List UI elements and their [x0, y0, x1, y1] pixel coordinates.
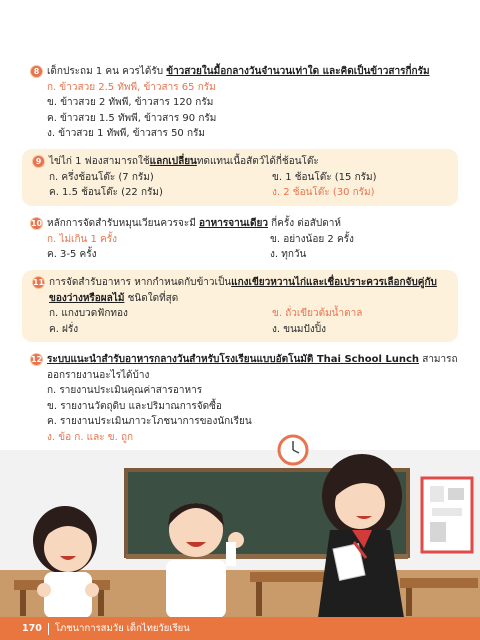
- page-number: 170: [22, 623, 42, 634]
- question-text: ระบบแนะนำสำรับอาหารกลางวันสำหรับโรงเรียนแบบอัตโนมัติ Thai School Lunch สามารถออกรายงานอะไรได้บ้าง: [47, 354, 458, 381]
- question-number-badge: 11: [32, 276, 45, 289]
- option-d: ง. ขนมปังปิ้ง: [272, 323, 326, 335]
- option-b: ข. รายงานวัตถุดิบ และปริมาณการจัดซื้อ: [47, 400, 222, 412]
- options-grid: [32, 306, 450, 337]
- question-emphasis: แลกเปลี่ยน: [149, 156, 197, 167]
- classroom-illustration: [0, 430, 480, 618]
- question-emphasis: อาหารจานเดียว: [199, 218, 268, 229]
- option-c: ค. ข้าวสวย 1.5 ทัพพี, ข้าวสาร 90 กรัม: [47, 112, 217, 124]
- question-number-badge: 9: [32, 155, 45, 168]
- question-number-badge: 10: [30, 217, 43, 230]
- option-b: ข. ถั่วเขียวต้มน้ำตาล: [272, 308, 363, 319]
- options-grid: [32, 170, 450, 201]
- question-number-badge: 12: [30, 353, 43, 366]
- option-a: ก. ไม่เกิน 1 ครั้ง: [47, 233, 118, 245]
- footer-title: โภชนาการสมวัย เด็กไทยวัยเรียน: [54, 623, 190, 634]
- options-grid: [30, 232, 458, 263]
- question-emphasis: ข้าวสวยในมื้อกลางวันจำนวนเท่าใด และคิดเป็นข้าวสารกี่กรัม: [166, 66, 430, 77]
- option-c: ค. รายงานประเมินภาวะโภชนาการของนักเรียน: [47, 416, 252, 427]
- question-text: หลักการจัดสำรับหมุนเวียนควรจะมี อาหารจานเดียว กี่ครั้ง ต่อสัปดาห์: [47, 218, 341, 229]
- option-d: ง. 2 ช้อนโต๊ะ (30 กรัม): [272, 187, 375, 198]
- option-d: ง. ข้าวสวย 1 ทัพพี, ข้าวสาร 50 กรัม: [47, 128, 205, 139]
- option-b: ข. ข้าวสวย 2 ทัพพี, ข้าวสาร 120 กรัม: [47, 97, 214, 108]
- question-text: เด็กประถม 1 คน ควรได้รับ ข้าวสวยในมื้อกลางวันจำนวนเท่าใด และคิดเป็นข้าวสารกี่กรัม: [47, 66, 430, 77]
- question-emphasis: ระบบแนะนำสำรับอาหารกลางวันสำหรับโรงเรียนแบบอัตโนมัติ Thai School Lunch: [47, 354, 420, 365]
- option-d: ง. ทุกวัน: [270, 249, 307, 260]
- options-list: [30, 80, 458, 142]
- option-b: ข. อย่างน้อย 2 ครั้ง: [270, 233, 354, 245]
- question-text: ไข่ไก่ 1 ฟองสามารถใช้แลกเปลี่ยนทดแทนเนื้อสัตว์ได้กี่ช้อนโต๊ะ: [49, 156, 319, 167]
- option-d: ง. ข้อ ก. และ ข. ถูก: [47, 431, 134, 443]
- option-c: ค. ฝรั่ง: [49, 323, 79, 335]
- option-a: ก. แกงบวดฟักทอง: [49, 308, 128, 319]
- footer-divider: [48, 623, 49, 635]
- question-number-badge: 8: [30, 65, 43, 78]
- option-c: ค. 1.5 ช้อนโต๊ะ (22 กรัม): [49, 187, 163, 198]
- question-8: [30, 64, 458, 142]
- page-footer: [0, 617, 480, 640]
- option-b: ข. 1 ช้อนโต๊ะ (15 กรัม): [272, 171, 377, 183]
- option-c: ค. 3-5 ครั้ง: [47, 249, 97, 260]
- question-10: [30, 216, 458, 263]
- option-a: ก. รายงานประเมินคุณค่าสารอาหาร: [47, 385, 203, 396]
- option-a: ก. ข้าวสวย 2.5 ทัพพี, ข้าวสาร 65 กรัม: [47, 81, 216, 93]
- bulletin-board: [422, 478, 472, 552]
- question-text: การจัดสำรับอาหาร หากกำหนดกับข้าวเป็นแกงเขียวหวานไก่และเชื่อเปราะควรเลือกจับคู่กับของว่างหรือผลไม้ ชนิดใดที่สุด: [49, 277, 437, 304]
- option-a: ก. ครึ่งช้อนโต๊ะ (7 กรัม): [49, 171, 154, 183]
- clock-icon: [279, 436, 307, 464]
- question-emphasis: แกงเขียวหวานไก่และเชื่อเปราะควรเลือกจับคู่กับของว่างหรือผลไม้: [49, 277, 437, 304]
- question-11: [22, 270, 458, 342]
- question-9: [22, 149, 458, 206]
